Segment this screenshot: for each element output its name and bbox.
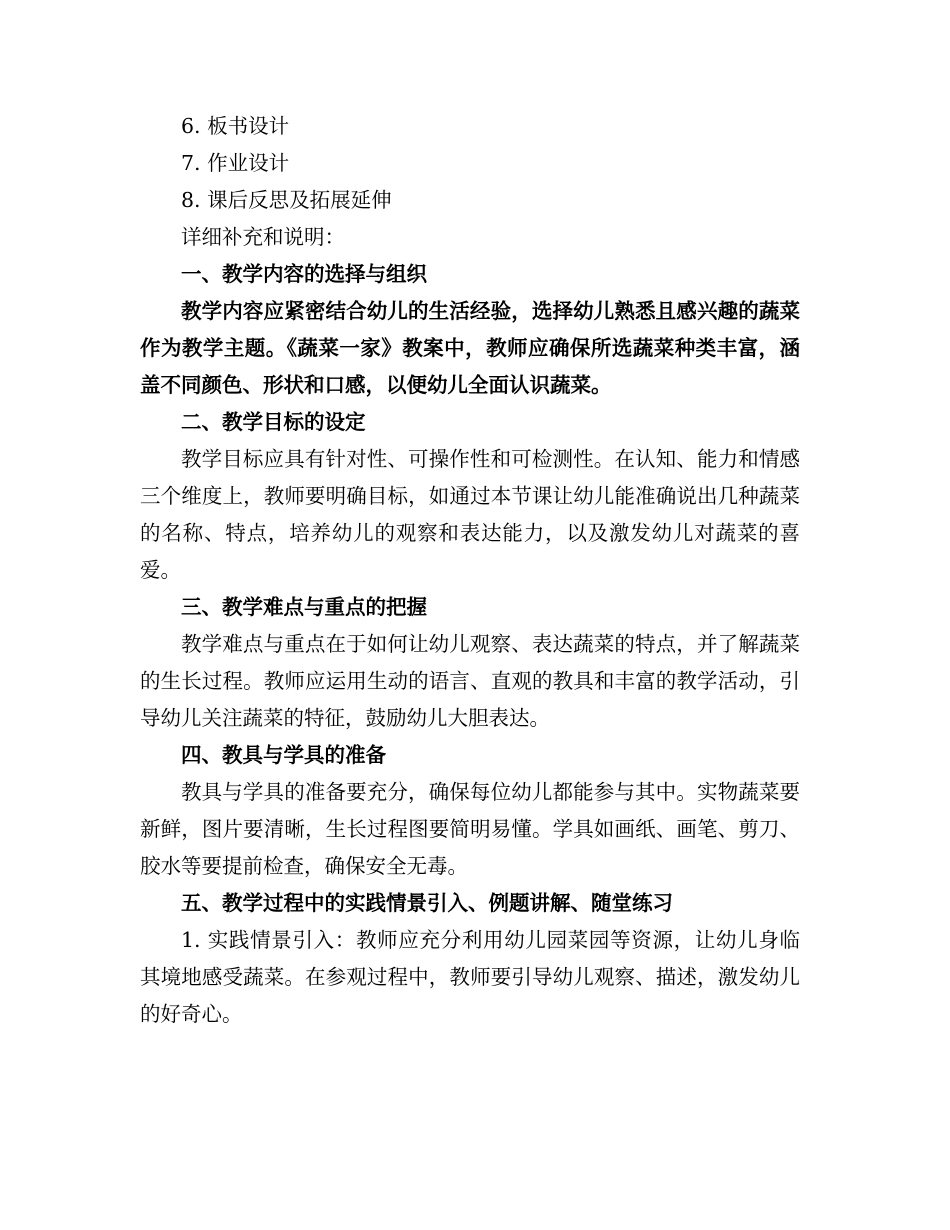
section-5-body: 1. 实践情景引入：教师应充分利用幼儿园菜园等资源，让幼儿身临其境地感受蔬菜。在参观过程中，教师要引导幼儿观察、描述，激发幼儿的好奇心。 xyxy=(140,928,800,1026)
section-1-body: 教学内容应紧密结合幼儿的生活经验，选择幼儿熟悉且感兴趣的蔬菜作为教学主题。《蔬菜一家》教案中，教师应确保所选蔬菜种类丰富，涵盖不同颜色、形状和口感，以便幼儿全面认识蔬菜。 xyxy=(140,299,800,397)
section-5-heading: 五、教学过程中的实践情景引入、例题讲解、随堂练习 xyxy=(181,891,673,915)
list-item-board-design: 6. 板书设计 xyxy=(181,114,290,138)
list-item-homework-design: 7. 作业设计 xyxy=(181,151,290,175)
document-page xyxy=(140,108,800,1033)
section-2-heading: 二、教学目标的设定 xyxy=(181,410,366,434)
list-item-reflection: 8. 课后反思及拓展延伸 xyxy=(181,188,392,212)
section-3-heading: 三、教学难点与重点的把握 xyxy=(181,595,427,619)
section-4-heading: 四、教具与学具的准备 xyxy=(181,743,386,767)
section-4-body: 教具与学具的准备要充分，确保每位幼儿都能参与其中。实物蔬菜要新鲜，图片要清晰，生长过程图要简明易懂。学具如画纸、画笔、剪刀、胶水等要提前检查，确保安全无毒。 xyxy=(140,780,800,878)
intro-text: 详细补充和说明： xyxy=(181,225,345,249)
section-2-body: 教学目标应具有针对性、可操作性和可检测性。在认知、能力和情感三个维度上，教师要明确目标，如通过本节课让幼儿能准确说出几种蔬菜的名称、特点，培养幼儿的观察和表达能力，以及激发幼儿对蔬菜的喜爱。 xyxy=(140,447,800,582)
section-3-body: 教学难点与重点在于如何让幼儿观察、表达蔬菜的特点，并了解蔬菜的生长过程。教师应运用生动的语言、直观的教具和丰富的教学活动，引导幼儿关注蔬菜的特征，鼓励幼儿大胆表达。 xyxy=(140,632,800,730)
section-1-heading: 一、教学内容的选择与组织 xyxy=(181,262,427,286)
